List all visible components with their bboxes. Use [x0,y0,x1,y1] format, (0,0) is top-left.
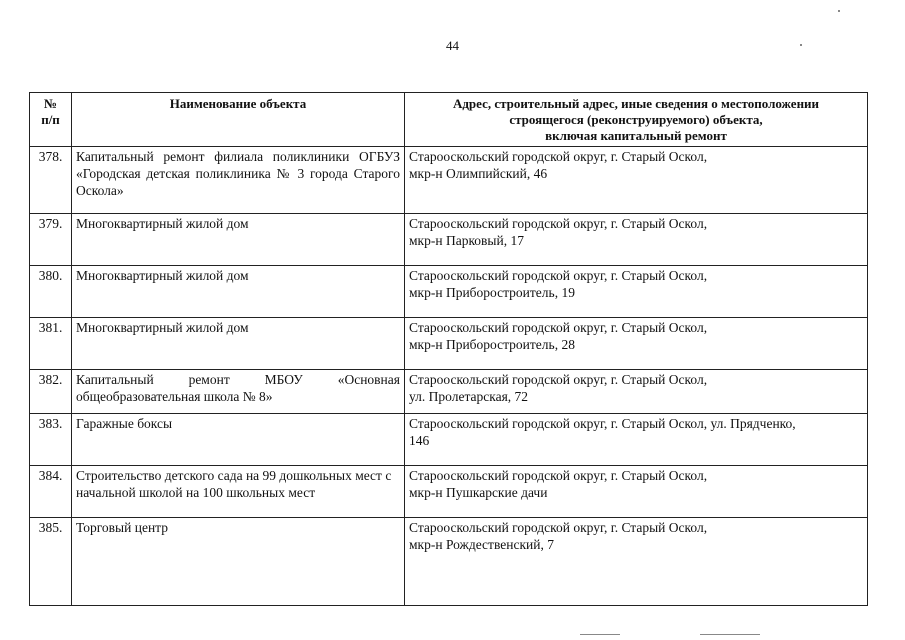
address-line: мкр-н Олимпийский, 46 [409,166,548,181]
header-address-line-1: Адрес, строительный адрес, иные сведения о местоположении [452,96,820,111]
object-address [405,466,868,518]
table-row [30,466,868,518]
row-number: 384. [30,466,72,518]
address-line: 146 [409,433,430,448]
objects-table [29,92,868,606]
address-line: Старооскольский городской округ, г. Старый Оскол, [409,468,708,483]
table-row [30,414,868,466]
table-header-row [30,93,868,147]
address-line: Старооскольский городской округ, г. Старый Оскол, [409,216,708,231]
object-address [405,214,868,266]
object-name: Многоквартирный жилой дом [72,214,405,266]
object-address [405,266,868,318]
object-name: Торговый центр [72,518,405,606]
header-address-line-2: строящегося (реконструируемого) объекта, [509,112,763,127]
table-row [30,266,868,318]
object-name: Многоквартирный жилой дом [72,318,405,370]
object-address [405,414,868,466]
address-line: мкр-н Пушкарские дачи [409,485,548,500]
row-number: 378. [30,147,72,214]
address-line: мкр-н Парковый, 17 [409,233,524,248]
object-name: Гаражные боксы [72,414,405,466]
row-number: 380. [30,266,72,318]
address-line: Старооскольский городской округ, г. Старый Оскол, [409,149,708,164]
page-number: 44 [446,38,459,53]
address-line: Старооскольский городской округ, г. Старый Оскол, [409,520,708,535]
header-object-name: Наименование объекта [72,93,405,147]
row-number: 381. [30,318,72,370]
scan-artifact [838,10,840,12]
object-address [405,518,868,606]
row-number: 379. [30,214,72,266]
object-name: Капитальный ремонт МБОУ «Основная общеобразовательная школа № 8» [72,370,405,414]
address-line: Старооскольский городской округ, г. Старый Оскол, [409,372,708,387]
address-line: Старооскольский городской округ, г. Старый Оскол, ул. Прядченко, [409,416,796,431]
row-number: 382. [30,370,72,414]
table-row [30,214,868,266]
address-line: Старооскольский городской округ, г. Старый Оскол, [409,268,708,283]
scan-artifact [700,634,760,635]
table-row [30,318,868,370]
header-number-line-2: п/п [41,112,60,127]
header-address [405,93,868,147]
header-number [30,93,72,147]
address-line: ул. Пролетарская, 72 [409,389,529,404]
address-line: мкр-н Рождественский, 7 [409,537,554,552]
table-row [30,147,868,214]
table-row [30,518,868,606]
object-name: Строительство детского сада на 99 дошкольных мест с начальной школой на 100 школьных мест [72,466,405,518]
scan-artifact [800,44,802,46]
address-line: Старооскольский городской округ, г. Старый Оскол, [409,320,708,335]
object-name: Многоквартирный жилой дом [72,266,405,318]
object-address [405,147,868,214]
object-address [405,370,868,414]
object-address [405,318,868,370]
object-name: Капитальный ремонт филиала поликлиники ОГБУЗ «Городская детская поликлиника № 3 города Старого Оскола» [72,147,405,214]
header-number-line-1: № [43,96,58,111]
header-address-line-3: включая капитальный ремонт [545,128,727,143]
row-number: 383. [30,414,72,466]
row-number: 385. [30,518,72,606]
table-row [30,370,868,414]
address-line: мкр-н Приборостроитель, 28 [409,337,575,352]
address-line: мкр-н Приборостроитель, 19 [409,285,575,300]
scan-artifact [580,634,620,635]
